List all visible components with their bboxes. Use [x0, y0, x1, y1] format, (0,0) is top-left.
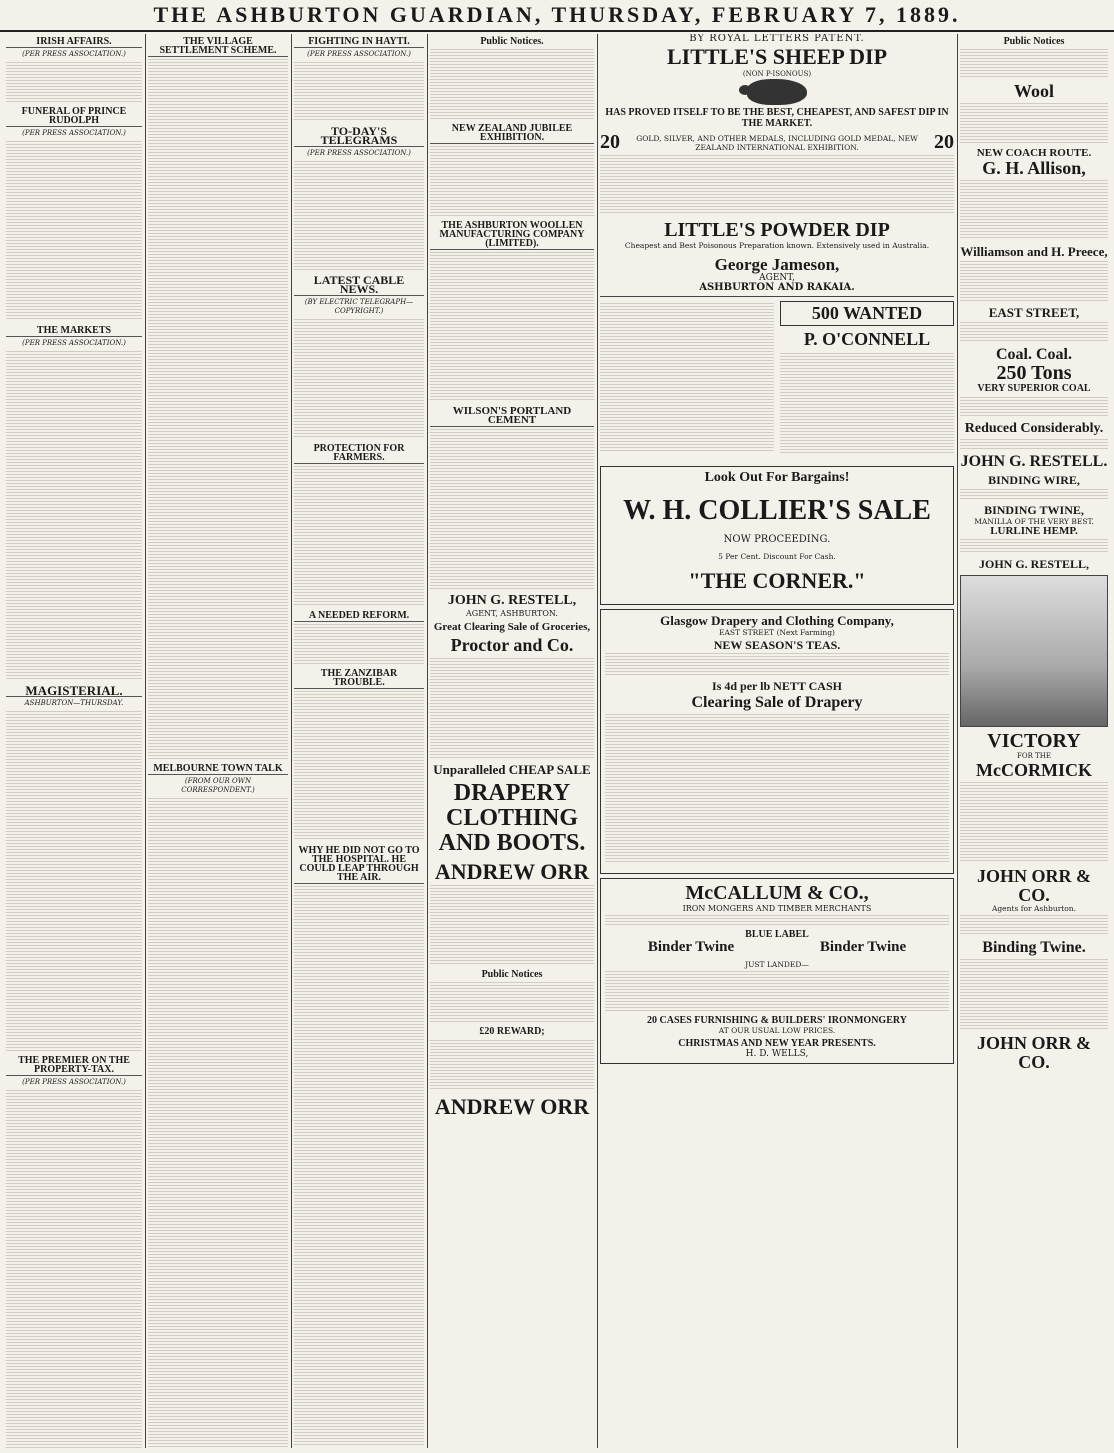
orr-title: JOHN ORR & CO.: [977, 865, 1091, 905]
restell-name: JOHN G. RESTELL,: [447, 593, 577, 608]
notice-text: [430, 252, 594, 402]
ad-text: [780, 353, 954, 453]
binder-right: Binder Twine: [819, 939, 907, 956]
subheading: (PER PRESS ASSOCIATION.): [22, 339, 126, 347]
column-rule: [957, 34, 958, 1448]
coal-title: Coal. Coal.: [996, 345, 1072, 363]
subheading: (FROM OUR OWN CORRESPONDENT.): [181, 777, 255, 794]
restell-title: JOHN G. RESTELL.: [960, 452, 1108, 470]
preece-title: Williamson and H. Preece,: [960, 244, 1108, 260]
notice-text: [960, 49, 1108, 77]
heading-public-notices-3: Public Notices: [1003, 36, 1065, 47]
article-text: [6, 1090, 142, 1448]
lurline: LURLINE HEMP.: [990, 524, 1078, 537]
jameson-name: George Jameson,: [714, 255, 840, 275]
notice-text: [430, 885, 594, 965]
column-rule: [291, 34, 292, 1448]
column-4: [430, 34, 594, 1448]
column-5: [600, 34, 954, 1448]
restell-2: JOHN G. RESTELL,: [978, 557, 1090, 572]
sheep-dip-sub: (NON P-ISONOUS): [742, 70, 812, 79]
article-text: [294, 691, 424, 841]
notice-text: [430, 146, 594, 216]
article-text: [6, 141, 142, 321]
column-rule: [597, 34, 598, 1448]
article-text: [6, 351, 142, 681]
andrew-orr-2: ANDREW ORR: [434, 1093, 590, 1119]
sheep-dip-claim: HAS PROVED ITSELF TO BE THE BEST, CHEAPEST, AND SAFEST DIP IN THE MARKET.: [605, 107, 949, 129]
glasgow-title: Glasgow Drapery and Clothing Company,: [660, 613, 894, 629]
tons: 250 Tons: [996, 362, 1072, 385]
jameson-place: ASHBURTON AND RAKAIA.: [699, 281, 855, 293]
medals-20-right: 20: [934, 131, 954, 154]
notice-text: [960, 782, 1108, 862]
christmas: CHRISTMAS AND NEW YEAR PRESENTS.: [678, 1038, 876, 1050]
notice-text: [960, 439, 1108, 449]
subheading: (PER PRESS ASSOCIATION.): [22, 129, 126, 137]
notice-text: [430, 982, 594, 1022]
medals-20-left: 20: [600, 131, 620, 154]
heading-public-notices-2: Public Notices: [481, 969, 543, 981]
column-rule: [427, 34, 428, 1448]
patent-line: BY ROYAL LETTERS PATENT.: [689, 34, 865, 44]
corner-title: "THE CORNER.": [688, 568, 866, 594]
reaper-illustration: [960, 575, 1108, 727]
heading-todays-telegrams: TO-DAY'S TELEGRAMS: [294, 127, 424, 147]
binder-row: [605, 940, 949, 956]
sheep-dip-title: LITTLE'S SHEEP DIP: [666, 44, 888, 69]
collier-discount: 5 Per Cent. Discount For Cash.: [718, 552, 836, 562]
article-text: [6, 711, 142, 1051]
article-text: [294, 161, 424, 271]
notice-text: [960, 261, 1108, 301]
jameson-role: AGENT,: [759, 272, 795, 283]
heading-protection: PROTECTION FOR FARMERS.: [294, 444, 424, 464]
article-text: [294, 624, 424, 664]
subheading: (PER PRESS ASSOCIATION.): [307, 149, 411, 157]
article-text: [294, 466, 424, 606]
tea-price: Is 4d per lb NETT CASH: [712, 679, 842, 694]
superior-coal: VERY SUPERIOR COAL: [977, 383, 1091, 395]
for-the: FOR THE: [1017, 751, 1051, 760]
column-rule: [145, 34, 146, 1448]
andrew-orr: ANDREW ORR: [434, 859, 590, 885]
manilla: MANILLA OF THE VERY BEST.: [974, 516, 1094, 526]
heading-public-notices: Public Notices.: [480, 36, 544, 47]
notice-text: [960, 322, 1108, 342]
cheap-sale: Unparalleled CHEAP SALE: [433, 762, 591, 778]
reduced: Reduced Considerably.: [964, 420, 1104, 436]
cases: 20 CASES FURNISHING & BUILDERS' IRONMONGERY: [647, 1014, 907, 1026]
collier-title: W. H. COLLIER'S SALE: [623, 494, 931, 526]
wool-title: Wool: [1013, 81, 1054, 101]
heading-needed-reform: A NEEDED REFORM.: [294, 611, 424, 622]
notice-text: [430, 658, 594, 758]
ad-text: [605, 653, 949, 675]
binding-twine: BINDING TWINE,: [984, 502, 1084, 517]
oconnell-ad: [780, 301, 954, 458]
orr-sub: Agents for Ashburton.: [991, 904, 1077, 914]
heading-cement: WILSON'S PORTLAND CEMENT: [430, 407, 594, 427]
heading-woollen: THE ASHBURTON WOOLLEN MANUFACTURING COMPANY (LIMITED).: [430, 221, 594, 250]
victory: VICTORY: [987, 729, 1081, 752]
column-1: [6, 34, 142, 1448]
article-text: [294, 319, 424, 439]
heading-village-settlement: THE VILLAGE SETTLEMENT SCHEME.: [148, 37, 288, 57]
glasgow-address: EAST STREET (Next Farming): [719, 627, 835, 637]
ad-text: [605, 915, 949, 925]
article-text: [148, 798, 288, 1448]
subheading: (PER PRESS ASSOCIATION.): [22, 50, 126, 58]
clearing-drapery: Clearing Sale of Drapery: [691, 693, 863, 711]
masthead-title: THE ASHBURTON GUARDIAN, THURSDAY, FEBRUARY 7, 1889.: [153, 2, 961, 27]
notice-text: [960, 959, 1108, 1029]
clearing-groceries: Great Clearing Sale of Groceries,: [433, 620, 591, 633]
powder-dip-sub: Cheapest and Best Poisonous Preparation known. Extensively used in Australia.: [624, 241, 930, 251]
mccormick: McCORMICK: [976, 759, 1092, 780]
heading-magisterial: MAGISTERIAL.: [6, 686, 142, 697]
article-text: [148, 59, 288, 759]
low-prices: AT OUR USUAL LOW PRICES.: [718, 1026, 836, 1036]
binder-left: Binder Twine: [647, 939, 735, 956]
masthead: [0, 0, 1114, 32]
allison-name: G. H. Allison,: [982, 158, 1086, 179]
heading-zanzibar: THE ZANZIBAR TROUBLE.: [294, 669, 424, 689]
notice-text: [960, 397, 1108, 417]
heading-hayti: FIGHTING IN HAYTI.: [294, 37, 424, 48]
wells: H. D. WELLS,: [745, 1048, 809, 1059]
notice-text: [960, 180, 1108, 240]
heading-melbourne: MELBOURNE TOWN TALK: [148, 764, 288, 775]
article-text: [6, 62, 142, 102]
subheading: (PER PRESS ASSOCIATION.): [22, 1078, 126, 1086]
proctor-name: Proctor and Co.: [450, 635, 574, 656]
ad-text: [600, 303, 774, 453]
notice-text: [960, 489, 1108, 499]
subheading: (PER PRESS ASSOCIATION.): [307, 50, 411, 58]
sheep-icon: [747, 79, 807, 105]
building-society-ad: [600, 301, 774, 458]
mccallum-ad: [600, 878, 954, 1064]
notice-text: [960, 539, 1108, 553]
orr-title-2: JOHN ORR & CO.: [977, 1033, 1091, 1073]
wanted-title: 500 WANTED: [780, 301, 954, 326]
subheading: (BY ELECTRIC TELEGRAPH—COPYRIGHT.): [304, 298, 414, 315]
bargains: Look Out For Bargains!: [704, 469, 850, 485]
teas-title: NEW SEASON'S TEAS.: [713, 637, 841, 652]
column-2: [148, 34, 288, 1448]
subheading: ASHBURTON—THURSDAY.: [24, 699, 124, 707]
collier-sub: NOW PROCEEDING.: [723, 534, 831, 546]
column-6: [960, 34, 1108, 1448]
heading-hospital: WHY HE DID NOT GO TO THE HOSPITAL. HE COULD LEAP THROUGH THE AIR.: [294, 846, 424, 884]
blue-label: BLUE LABEL: [745, 928, 809, 940]
heading-markets: THE MARKETS: [6, 326, 142, 337]
medals-text: GOLD, SILVER, AND OTHER MEDALS, INCLUDING GOLD MEDAL, NEW ZEALAND INTERNATIONAL EXHIBITION.: [636, 133, 918, 152]
glasgow-ad: [600, 609, 954, 874]
article-text: [294, 62, 424, 122]
landed: JUST LANDED—: [745, 959, 809, 969]
column-3: [294, 34, 424, 1448]
mccallum-sub: IRON MONGERS AND TIMBER MERCHANTS: [682, 903, 872, 913]
restell-sub: AGENT, ASHBURTON.: [466, 608, 558, 618]
coach-route: NEW COACH ROUTE.: [976, 146, 1092, 159]
mid-ads: [600, 301, 954, 458]
notice-text: [430, 429, 594, 589]
powder-dip-title: LITTLE'S POWDER DIP: [664, 219, 890, 242]
medals-row: [600, 132, 954, 153]
notice-text: [430, 1040, 594, 1090]
notice-text: [960, 915, 1108, 935]
ad-text: [605, 971, 949, 1011]
ad-text: [605, 714, 949, 864]
collier-ad: [600, 466, 954, 605]
reward: £20 REWARD;: [479, 1026, 545, 1038]
notice-text: [430, 49, 594, 119]
heading-latest-cable: LATEST CABLE NEWS.: [294, 276, 424, 296]
oconnell-name: P. O'CONNELL: [803, 328, 931, 349]
drapery-boots: DRAPERY CLOTHING AND BOOTS.: [438, 779, 586, 857]
notice-text: [960, 103, 1108, 143]
heading-irish-affairs: IRISH AFFAIRS.: [6, 37, 142, 48]
heading-premier: THE PREMIER ON THE PROPERTY-TAX.: [6, 1056, 142, 1076]
binding-twine-title: Binding Twine.: [982, 939, 1086, 957]
heading-jubilee: NEW ZEALAND JUBILEE EXHIBITION.: [430, 124, 594, 144]
binding-wire: BINDING WIRE,: [988, 473, 1080, 488]
article-text: [294, 886, 424, 1446]
heading-funeral: FUNERAL OF PRINCE RUDOLPH: [6, 107, 142, 127]
mccallum-title: McCALLUM & CO.,: [685, 881, 869, 904]
testimonial-text: [600, 155, 954, 215]
east-street: EAST STREET,: [988, 304, 1080, 320]
